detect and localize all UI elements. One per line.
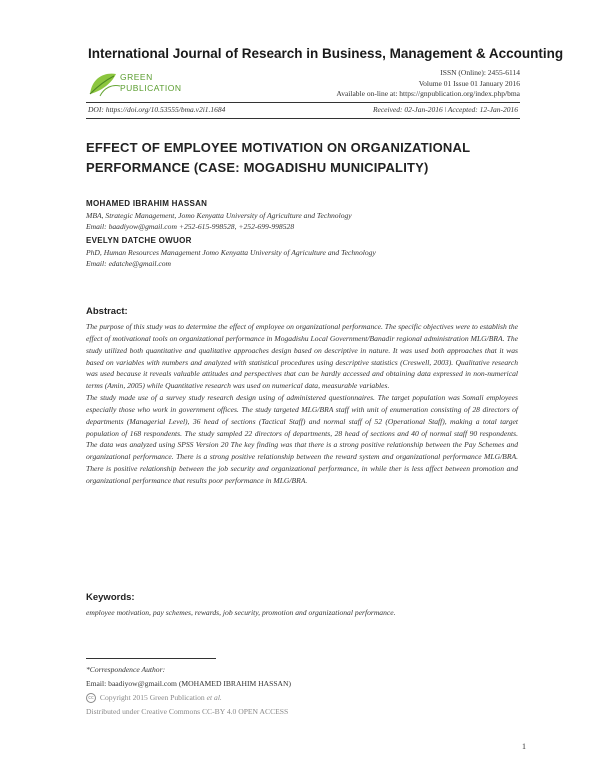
page-number: 1 <box>522 742 526 751</box>
availability-link[interactable]: Available on-line at: https://gnpublication.org/index.php/bma <box>336 89 520 98</box>
abstract-paragraph: The study made use of a survey study research design using of administered questionnaires. The target population was Somali employees especially those who work in government offices. The study targeted MLG/BRA staff with unit of enumeration consisting of 28 directors of departments (Managerial Level), 36 head of sections (Tactical Staff) and normal staff of 52 (Operational Staff), making a total target population of 168 respondents. The study sampled 22 directors of departments, 28 head of sections and 40 of normal staff 90 respondents. The data was analyzed using SPSS Version 20 The key finding was that there is a strong positive relationship between the Pay Schemes and organizational performance. There is a strong positive relationship between the reward system and organizational performance MLG/BRA. There is positive relationship between the job security and organizational performance, in while ther is less affect between promotion and organizational performance that results poor performance in MLG/BRA. <box>86 393 518 485</box>
author-affiliation: MBA, Strategic Management, Jomo Kenyatta University of Agriculture and Technology <box>86 210 352 220</box>
journal-title: International Journal of Research in Business, Management & Accounting <box>88 46 564 61</box>
received-accepted-dates: Received: 02-Jan-2016 ǀ Accepted: 12-Jan-2016 <box>372 105 518 114</box>
keywords-heading: Keywords: <box>86 592 135 603</box>
author-name: EVELYN DATCHE OWUOR <box>86 236 192 245</box>
article-title-line2: PERFORMANCE (CASE: MOGADISHU MUNICIPALITY) <box>86 160 429 175</box>
copyright-line <box>86 691 526 705</box>
author-1 <box>86 198 526 233</box>
author-affiliation: PhD, Human Resources Management Jomo Kenyatta University of Agriculture and Technology <box>86 247 376 257</box>
footnote-divider <box>86 658 216 659</box>
copyright-etal: et al. <box>206 693 222 702</box>
correspondence-email: Email: baadiyow@gmail.com (MOHAMED IBRAHIM HASSAN) <box>86 679 292 688</box>
copyright-text: Copyright 2015 Green Publication <box>99 693 207 702</box>
article-title <box>86 138 526 178</box>
article-title-line1: EFFECT OF EMPLOYEE MOTIVATION ON ORGANIZATIONAL <box>86 140 471 155</box>
doi-link[interactable]: DOI: https://doi.org/10.53555/bma.v2i1.1684 <box>88 105 226 114</box>
copyright-cc-icon: cc <box>86 693 96 703</box>
abstract-paragraph: The purpose of this study was to determine the effect of employee on organizational performance. The specific objectives were to establish the effect of motivational tools on organizational performance in Mogadishu Local Government/Banadir regional administration MLG/BRA. The study utilized both quantitative and qualitative approaches design based on descriptive in nature. It was used both approaches that it was based on variables with numbers and analyzed with statistical procedures using descriptive statistics (Creswell, 2003). Qualitative research was used because it reveals valuable attitudes and perspectives that can be hardly accessed and obtaining data expressed in non-numerical terms (Amin, 2005) while Quantitative research was used on numerical data, measurable variables. <box>86 322 518 391</box>
footnote <box>86 663 526 719</box>
logo-text-line1: GREEN <box>120 72 153 82</box>
abstract-heading: Abstract: <box>86 306 128 317</box>
journal-info <box>336 68 520 100</box>
keywords-text: employee motivation, pay schemes, rewards, job security, promotion and organizational performance. <box>86 608 396 617</box>
abstract-body <box>86 321 518 487</box>
doi-bar <box>86 102 520 119</box>
license-text: Distributed under Creative Commons CC-BY 4.0 OPEN ACCESS <box>86 707 289 716</box>
author-2 <box>86 235 526 270</box>
logo-text-line2: PUBLICATION <box>120 83 182 93</box>
author-email: Email: edatche@gmail.com <box>86 259 172 268</box>
logo-text <box>120 72 182 94</box>
author-name: MOHAMED IBRAHIM HASSAN <box>86 199 208 208</box>
volume: Volume 01 Issue 01 January 2016 <box>418 78 520 88</box>
author-email: Email: baadiyow@gmail.com +252-615-998528, +252-699-998528 <box>86 222 295 231</box>
correspondence-label: *Correspondence Author: <box>86 665 166 674</box>
issn: ISSN (Online): 2455-6114 <box>440 68 520 77</box>
